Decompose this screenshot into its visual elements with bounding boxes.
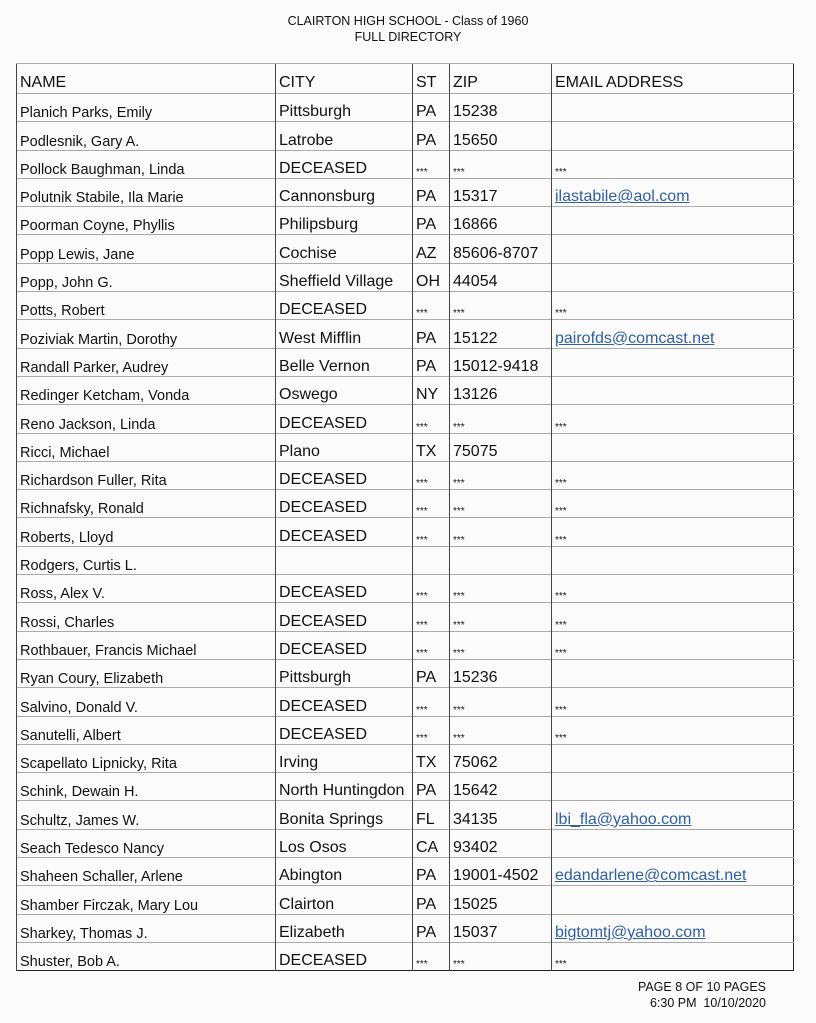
cell-st: PA [413,320,450,348]
cell-city: DECEASED [276,405,413,433]
table-row [17,744,794,772]
cell-st: *** [413,631,450,659]
email-link[interactable]: ilastabile@aol.com [555,188,690,206]
cell-zip: 13126 [450,376,552,404]
cell-email: *** [552,292,794,320]
table-row [17,490,794,518]
table-row [17,603,794,631]
cell-name: Roberts, Lloyd [17,518,276,546]
email-link[interactable]: pairofds@comcast.net [555,329,715,347]
title-line-2: FULL DIRECTORY [354,30,462,44]
table-row [17,942,794,970]
cell-city: Pittsburgh [276,659,413,687]
cell-zip: *** [450,405,552,433]
cell-zip: *** [450,575,552,603]
cell-st: TX [413,433,450,461]
email-link[interactable]: bigtomtj@yahoo.com [555,923,706,941]
cell-name: Ricci, Michael [17,433,276,461]
cell-name: Sharkey, Thomas J. [17,914,276,942]
cell-zip: *** [450,490,552,518]
table-row [17,94,794,122]
table-row [17,631,794,659]
cell-name: Potts, Robert [17,292,276,320]
cell-email [552,207,794,235]
table-row [17,575,794,603]
cell-st: *** [413,716,450,744]
cell-name: Seach Tedesco Nancy [17,829,276,857]
cell-email: *** [552,461,794,489]
cell-name: Pollock Baughman, Linda [17,150,276,178]
cell-zip: 15650 [450,122,552,150]
cell-city: DECEASED [276,942,413,970]
cell-zip: 75075 [450,433,552,461]
cell-email [552,122,794,150]
column-header-zip: ZIP [450,64,552,94]
cell-zip: 15238 [450,94,552,122]
cell-st: NY [413,376,450,404]
cell-email: *** [552,603,794,631]
table-row [17,263,794,291]
page-info: PAGE 8 OF 10 PAGES [637,980,766,994]
cell-name: Scapellato Lipnicky, Rita [17,744,276,772]
title-line-1: CLAIRTON HIGH SCHOOL - Class of 1960 [287,14,529,28]
cell-name: Rossi, Charles [17,603,276,631]
cell-zip: 15236 [450,659,552,687]
cell-name: Popp, John G. [17,263,276,291]
cell-email [552,263,794,291]
cell-city: Irving [276,744,413,772]
print-timestamp: 6:30 PM 10/10/2020 [649,996,766,1010]
cell-zip: *** [450,942,552,970]
table-row [17,235,794,263]
cell-email [552,235,794,263]
column-header-name: NAME [17,64,276,94]
cell-city: Sheffield Village [276,263,413,291]
document-title [0,13,816,45]
table-row [17,376,794,404]
cell-st: *** [413,518,450,546]
cell-st: *** [413,150,450,178]
cell-name: Shuster, Bob A. [17,942,276,970]
cell-name: Polutnik Stabile, Ila Marie [17,178,276,206]
cell-city: Cannonsburg [276,178,413,206]
cell-st: TX [413,744,450,772]
table-row [17,773,794,801]
cell-city: Los Osos [276,829,413,857]
cell-name: Reno Jackson, Linda [17,405,276,433]
cell-name: Salvino, Donald V. [17,688,276,716]
cell-st: FL [413,801,450,829]
cell-zip: *** [450,150,552,178]
cell-email: *** [552,631,794,659]
cell-zip: 16866 [450,207,552,235]
table-row [17,461,794,489]
page-footer [560,979,766,1011]
cell-email: *** [552,575,794,603]
cell-name: Ryan Coury, Elizabeth [17,659,276,687]
cell-email [552,178,794,206]
cell-name: Rodgers, Curtis L. [17,546,276,574]
cell-zip: 85606-8707 [450,235,552,263]
cell-zip: 15012-9418 [450,348,552,376]
table-row [17,178,794,206]
cell-st: PA [413,178,450,206]
table-row [17,659,794,687]
cell-city: DECEASED [276,518,413,546]
cell-city: Belle Vernon [276,348,413,376]
cell-city: Philipsburg [276,207,413,235]
cell-email: *** [552,405,794,433]
cell-st: PA [413,659,450,687]
cell-city: Abington [276,858,413,886]
cell-zip: 15317 [450,178,552,206]
table-row [17,829,794,857]
table-row [17,858,794,886]
cell-email [552,376,794,404]
table-row [17,886,794,914]
cell-name: Planich Parks, Emily [17,94,276,122]
cell-email [552,801,794,829]
cell-st: *** [413,575,450,603]
cell-name: Poziviak Martin, Dorothy [17,320,276,348]
email-link[interactable]: edandarlene@comcast.net [555,867,747,885]
cell-city: DECEASED [276,490,413,518]
cell-st: PA [413,122,450,150]
cell-name: Ross, Alex V. [17,575,276,603]
cell-email: *** [552,716,794,744]
cell-name: Schultz, James W. [17,801,276,829]
cell-zip: 15122 [450,320,552,348]
cell-email [552,546,794,574]
cell-st: *** [413,405,450,433]
cell-email [552,886,794,914]
cell-name: Shaheen Schaller, Arlene [17,858,276,886]
cell-zip: *** [450,688,552,716]
cell-st: *** [413,688,450,716]
cell-city: Pittsburgh [276,94,413,122]
cell-st: PA [413,773,450,801]
cell-email [552,829,794,857]
table-row [17,122,794,150]
cell-email: *** [552,942,794,970]
cell-st: OH [413,263,450,291]
cell-zip: *** [450,292,552,320]
cell-city: Oswego [276,376,413,404]
table-row [17,292,794,320]
cell-st: PA [413,858,450,886]
cell-st: *** [413,292,450,320]
table-row [17,716,794,744]
column-header-email: EMAIL ADDRESS [552,64,794,94]
cell-name: Sanutelli, Albert [17,716,276,744]
table-row [17,801,794,829]
cell-st: *** [413,603,450,631]
table-row [17,320,794,348]
cell-zip [450,546,552,574]
table-header-row [17,64,794,94]
directory-table [16,63,794,971]
cell-email [552,744,794,772]
table-row [17,405,794,433]
cell-city: DECEASED [276,716,413,744]
cell-city: DECEASED [276,150,413,178]
cell-name: Rothbauer, Francis Michael [17,631,276,659]
cell-st: *** [413,490,450,518]
cell-name: Poorman Coyne, Phyllis [17,207,276,235]
cell-city: Latrobe [276,122,413,150]
cell-email: *** [552,688,794,716]
cell-zip: 34135 [450,801,552,829]
cell-city: Elizabeth [276,914,413,942]
cell-name: Schink, Dewain H. [17,773,276,801]
cell-email: *** [552,490,794,518]
email-link[interactable]: lbi_fla@yahoo.com [555,810,692,828]
cell-city: DECEASED [276,575,413,603]
table-body [17,94,794,971]
cell-name: Richardson Fuller, Rita [17,461,276,489]
cell-name: Richnafsky, Ronald [17,490,276,518]
cell-email [552,348,794,376]
cell-city: West Mifflin [276,320,413,348]
cell-city: DECEASED [276,688,413,716]
table-row [17,150,794,178]
cell-email [552,914,794,942]
cell-st: *** [413,942,450,970]
cell-st: *** [413,461,450,489]
cell-email [552,773,794,801]
cell-zip: 19001-4502 [450,858,552,886]
cell-name: Shamber Firczak, Mary Lou [17,886,276,914]
cell-zip: 15037 [450,914,552,942]
cell-email [552,320,794,348]
cell-name: Popp Lewis, Jane [17,235,276,263]
cell-zip: *** [450,603,552,631]
cell-email: *** [552,150,794,178]
cell-zip: 93402 [450,829,552,857]
table-row [17,348,794,376]
cell-email [552,433,794,461]
table-row [17,688,794,716]
cell-st: AZ [413,235,450,263]
cell-email: *** [552,518,794,546]
table-row [17,207,794,235]
cell-city: North Huntingdon [276,773,413,801]
cell-city: Cochise [276,235,413,263]
cell-st: PA [413,886,450,914]
cell-st: PA [413,914,450,942]
cell-city: Bonita Springs [276,801,413,829]
cell-zip: 15642 [450,773,552,801]
cell-city: DECEASED [276,631,413,659]
cell-city: DECEASED [276,461,413,489]
cell-name: Podlesnik, Gary A. [17,122,276,150]
table-row [17,914,794,942]
cell-city: Plano [276,433,413,461]
column-header-city: CITY [276,64,413,94]
cell-city: DECEASED [276,603,413,631]
cell-st: CA [413,829,450,857]
column-header-st: ST [413,64,450,94]
cell-email [552,858,794,886]
cell-name: Redinger Ketcham, Vonda [17,376,276,404]
table-row [17,433,794,461]
table-row [17,546,794,574]
cell-st: PA [413,94,450,122]
cell-zip: 15025 [450,886,552,914]
cell-city [276,546,413,574]
cell-city: Clairton [276,886,413,914]
cell-city: DECEASED [276,292,413,320]
cell-zip: *** [450,461,552,489]
table-row [17,518,794,546]
cell-name: Randall Parker, Audrey [17,348,276,376]
cell-st [413,546,450,574]
cell-email [552,659,794,687]
cell-zip: *** [450,631,552,659]
cell-email [552,94,794,122]
cell-st: PA [413,348,450,376]
cell-zip: 44054 [450,263,552,291]
cell-st: PA [413,207,450,235]
cell-zip: *** [450,518,552,546]
cell-zip: *** [450,716,552,744]
cell-zip: 75062 [450,744,552,772]
